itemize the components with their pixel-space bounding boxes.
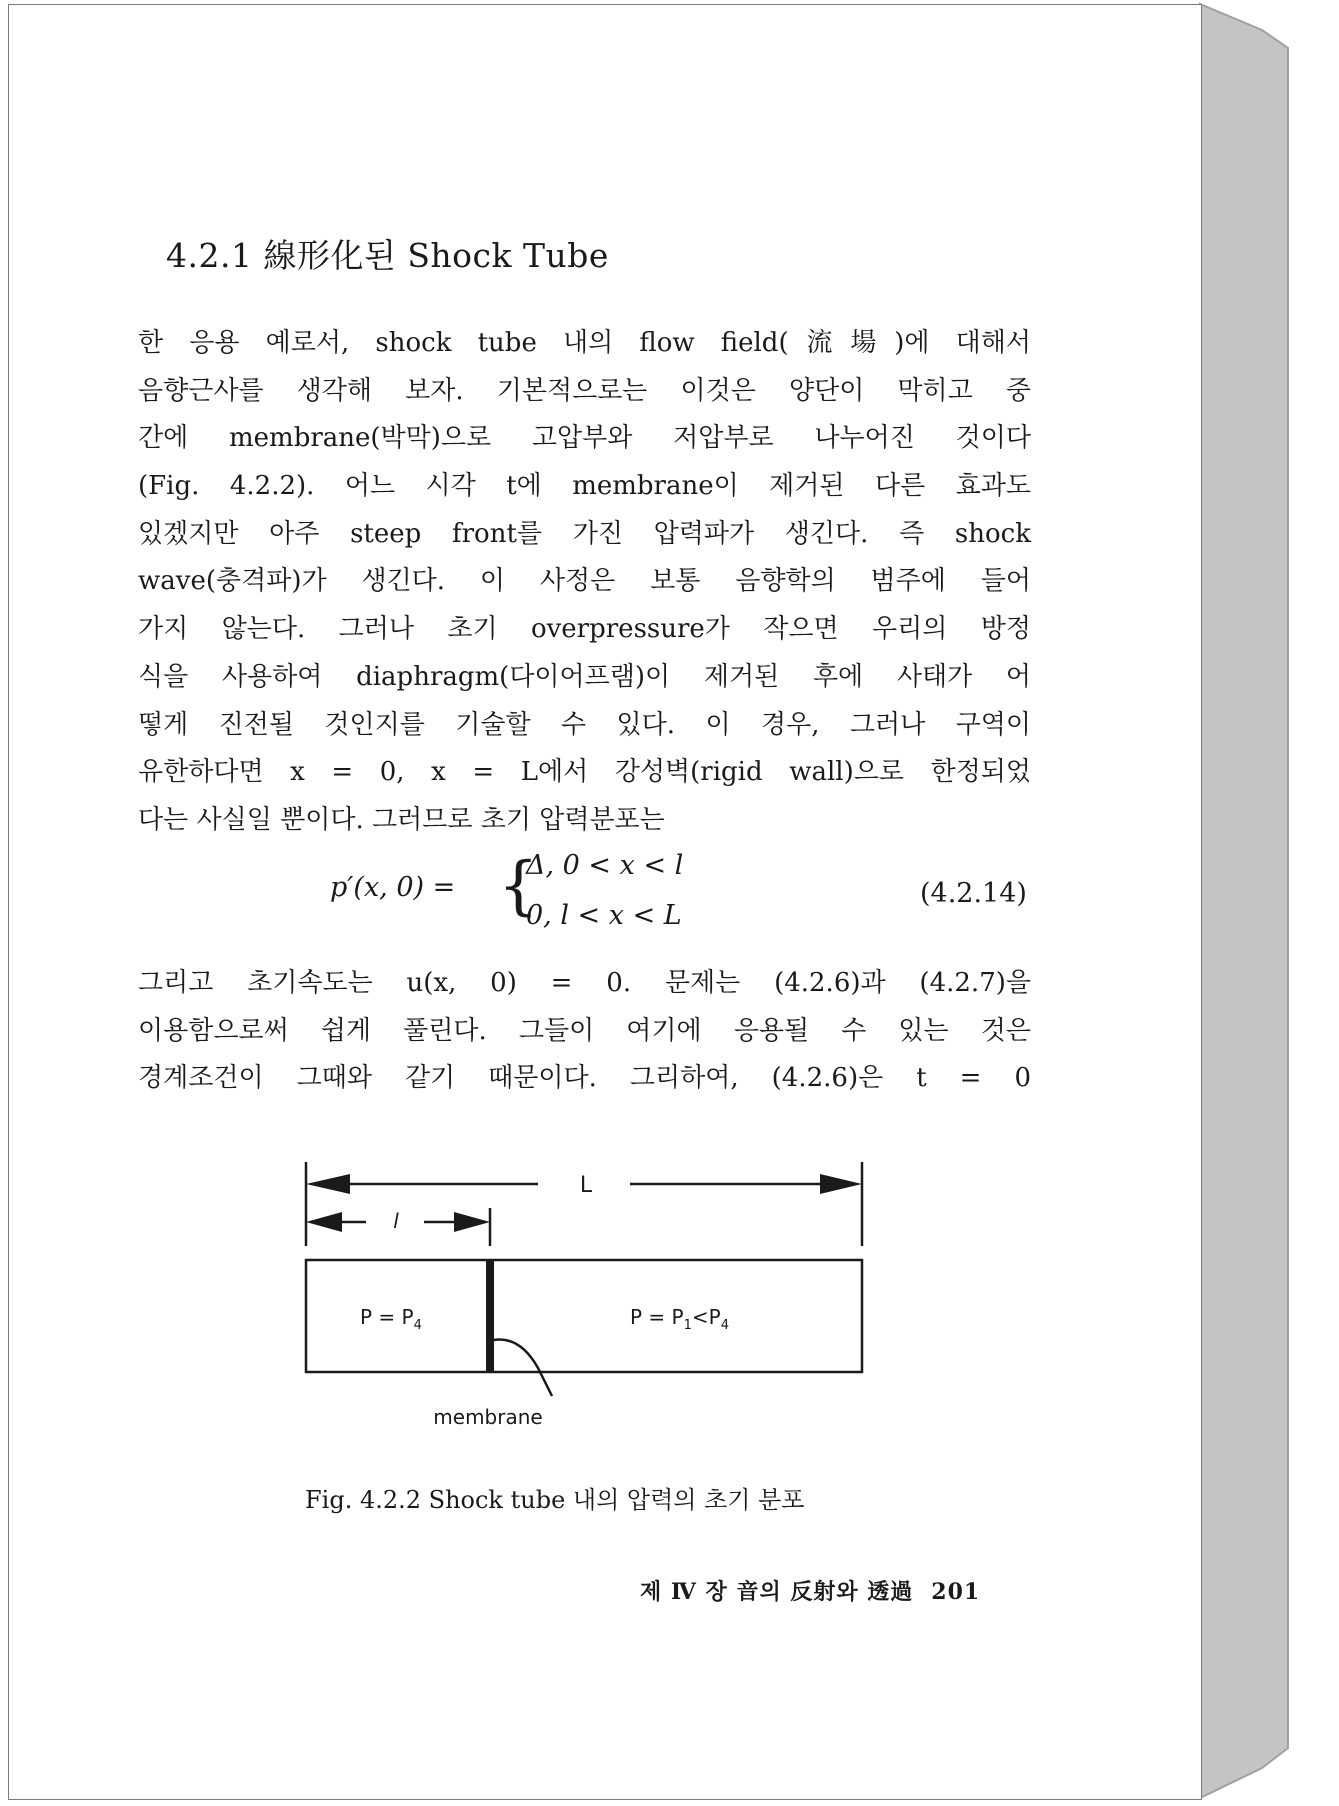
equation-brace: {	[498, 849, 539, 923]
equation-case-2: 0, l < x < L	[526, 900, 682, 931]
paragraph-1	[138, 320, 1031, 845]
figure-caption: Fig. 4.2.2 Shock tube 내의 압력의 초기 분포	[305, 1486, 805, 1514]
text-line: wave(충격파)가 생긴다. 이 사정은 보통 음향학의 범주에 들어	[138, 566, 1031, 597]
equation-case-1: Δ, 0 < x < l	[526, 850, 684, 881]
left-region-label	[360, 1305, 422, 1333]
right-region-p: P = P	[630, 1305, 684, 1329]
shock-tube-figure	[290, 1150, 890, 1460]
right-region-less-than: <	[691, 1305, 709, 1329]
text-line: 이용함으로써 쉽게 풀린다. 그들이 여기에 응용될 수 있는 것은	[138, 1015, 1031, 1046]
text-line: 떻게 진전될 것인지를 기술할 수 있다. 이 경우, 그러나 구역이	[138, 709, 1031, 740]
left-region-p: P = P	[360, 1305, 414, 1329]
membrane-label: membrane	[433, 1405, 543, 1429]
text-line: 간에 membrane(박막)으로 고압부와 저압부로 나누어진 것이다	[138, 423, 1031, 454]
equation-4-2-14	[330, 848, 1030, 942]
membrane-wall	[486, 1260, 494, 1372]
right-region-subscript-2: 4	[720, 1318, 729, 1333]
paragraph-2	[138, 960, 1031, 1103]
chapter-title: 제 Ⅳ 장 音의 反射와 透過	[640, 1579, 914, 1605]
text-line: 한 응용 예로서, shock tube 내의 flow field(流場)에 대해서	[138, 328, 1031, 358]
label-L: L	[579, 1173, 593, 1198]
text-line: 경계조건이 그때와 같기 때문이다. 그리하여, (4.2.6)은 t = 0	[138, 1063, 1031, 1094]
text-line: (Fig. 4.2.2). 어느 시각 t에 membrane이 제거된 다른 효과도	[138, 471, 1031, 502]
text-line: 유한하다면 x = 0, x = L에서 강성벽(rigid wall)으로 한정되었	[138, 757, 1031, 788]
equation-lhs: p′(x, 0) =	[330, 872, 456, 903]
text-line: 식을 사용하여 diaphragm(다이어프램)이 제거된 후에 사태가 어	[138, 661, 1031, 692]
text-line: 음향근사를 생각해 보자. 기본적으로는 이것은 양단이 막히고 중	[138, 375, 1031, 406]
section-heading: 4.2.1 線形化된 Shock Tube	[166, 236, 609, 275]
page-footer	[640, 1575, 980, 1606]
text-line: 있겠지만 아주 steep front를 가진 압력파가 생긴다. 즉 shock	[138, 518, 1031, 549]
text-line: 다는 사실일 뿐이다. 그러므로 초기 압력분포는	[138, 804, 665, 835]
right-region-subscript-1: 1	[683, 1318, 692, 1333]
left-region-subscript: 4	[413, 1318, 422, 1333]
membrane-leader-line	[494, 1340, 552, 1396]
right-region-p4: P	[708, 1305, 721, 1329]
text-line: 가지 않는다. 그러나 초기 overpressure가 작으면 우리의 방정	[138, 614, 1031, 645]
page-number: 201	[931, 1579, 981, 1605]
label-l: l	[393, 1209, 399, 1233]
text-line: 그리고 초기속도는 u(x, 0) = 0. 문제는 (4.2.6)과 (4.2.7)을	[138, 968, 1031, 998]
equation-number: (4.2.14)	[920, 878, 1027, 909]
right-region-label	[630, 1305, 729, 1333]
